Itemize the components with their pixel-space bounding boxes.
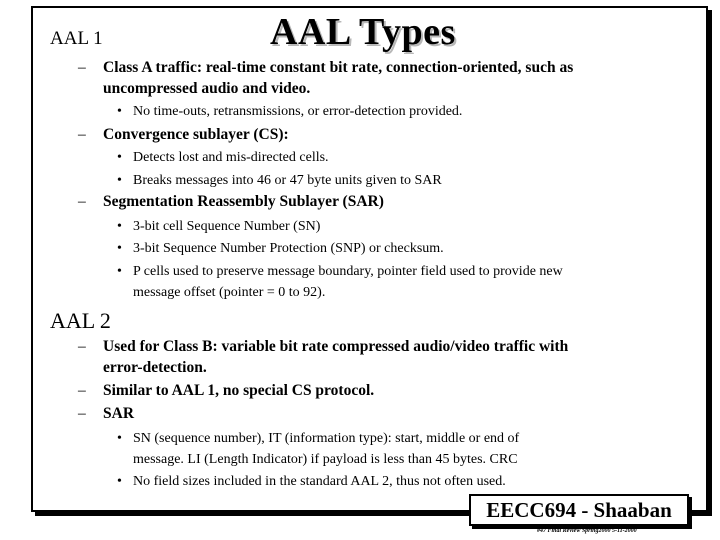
dash-marker: – [78,193,86,210]
aal1-label: AAL 1 [50,28,103,49]
dash-marker: – [78,405,86,422]
aal1-item-class-a-cont: uncompressed audio and video. [103,80,311,97]
aal1-bullet-sn: 3-bit cell Sequence Number (SN) [133,219,321,234]
aal2-item-sar: SAR [103,405,135,422]
aal2-item-class-b-cont: error-detection. [103,359,207,376]
aal2-item-class-b: Used for Class B: variable bit rate compressed audio/video traffic with [103,338,569,355]
dash-marker: – [78,382,86,399]
bullet-marker: • [117,173,122,188]
bullet-marker: • [117,431,122,446]
bullet-marker: • [117,241,122,256]
aal1-bullet-p-cells-cont: message offset (pointer = 0 to 92). [133,285,326,300]
aal1-item-sar: Segmentation Reassembly Sublayer (SAR) [103,193,384,210]
aal1-bullet-breaks: Breaks messages into 46 or 47 byte units given to SAR [133,173,442,188]
dash-marker: – [78,338,86,355]
aal1-bullet-snp: 3-bit Sequence Number Protection (SNP) or checksum. [133,241,444,256]
aal1-bullet-p-cells: P cells used to preserve message boundary, pointer field used to provide new [133,264,563,279]
aal2-bullet-sn-it: SN (sequence number), IT (information type): start, middle or end of [133,431,520,446]
bullet-marker: • [117,219,122,234]
aal1-bullet-no-timeouts: No time-outs, retransmissions, or error-detection provided. [133,104,463,119]
aal2-item-similar: Similar to AAL 1, no special CS protocol. [103,382,375,399]
aal1-item-cs: Convergence sublayer (CS): [103,126,289,143]
bullet-marker: • [117,150,122,165]
aal1-bullet-detects: Detects lost and mis-directed cells. [133,150,329,165]
aal2-label: AAL 2 [50,308,111,333]
dash-marker: – [78,126,86,143]
footer-course-label: EECC694 - Shaaban [469,494,689,526]
aal1-item-class-a: Class A traffic: real-time constant bit rate, connection-oriented, such as [103,59,574,76]
footer-note: #47 Final Review Spring2000 5-11-2000 [537,528,637,534]
aal2-bullet-sn-it-cont: message. LI (Length Indicator) if payload is less than 45 bytes. CRC [133,452,518,467]
bullet-marker: • [117,104,122,119]
slide-title: AAL Types [270,11,456,53]
dash-marker: – [78,59,86,76]
bullet-marker: • [117,264,122,279]
aal2-bullet-no-field-sizes: No field sizes included in the standard AAL 2, thus not often used. [133,474,506,489]
bullet-marker: • [117,474,122,489]
